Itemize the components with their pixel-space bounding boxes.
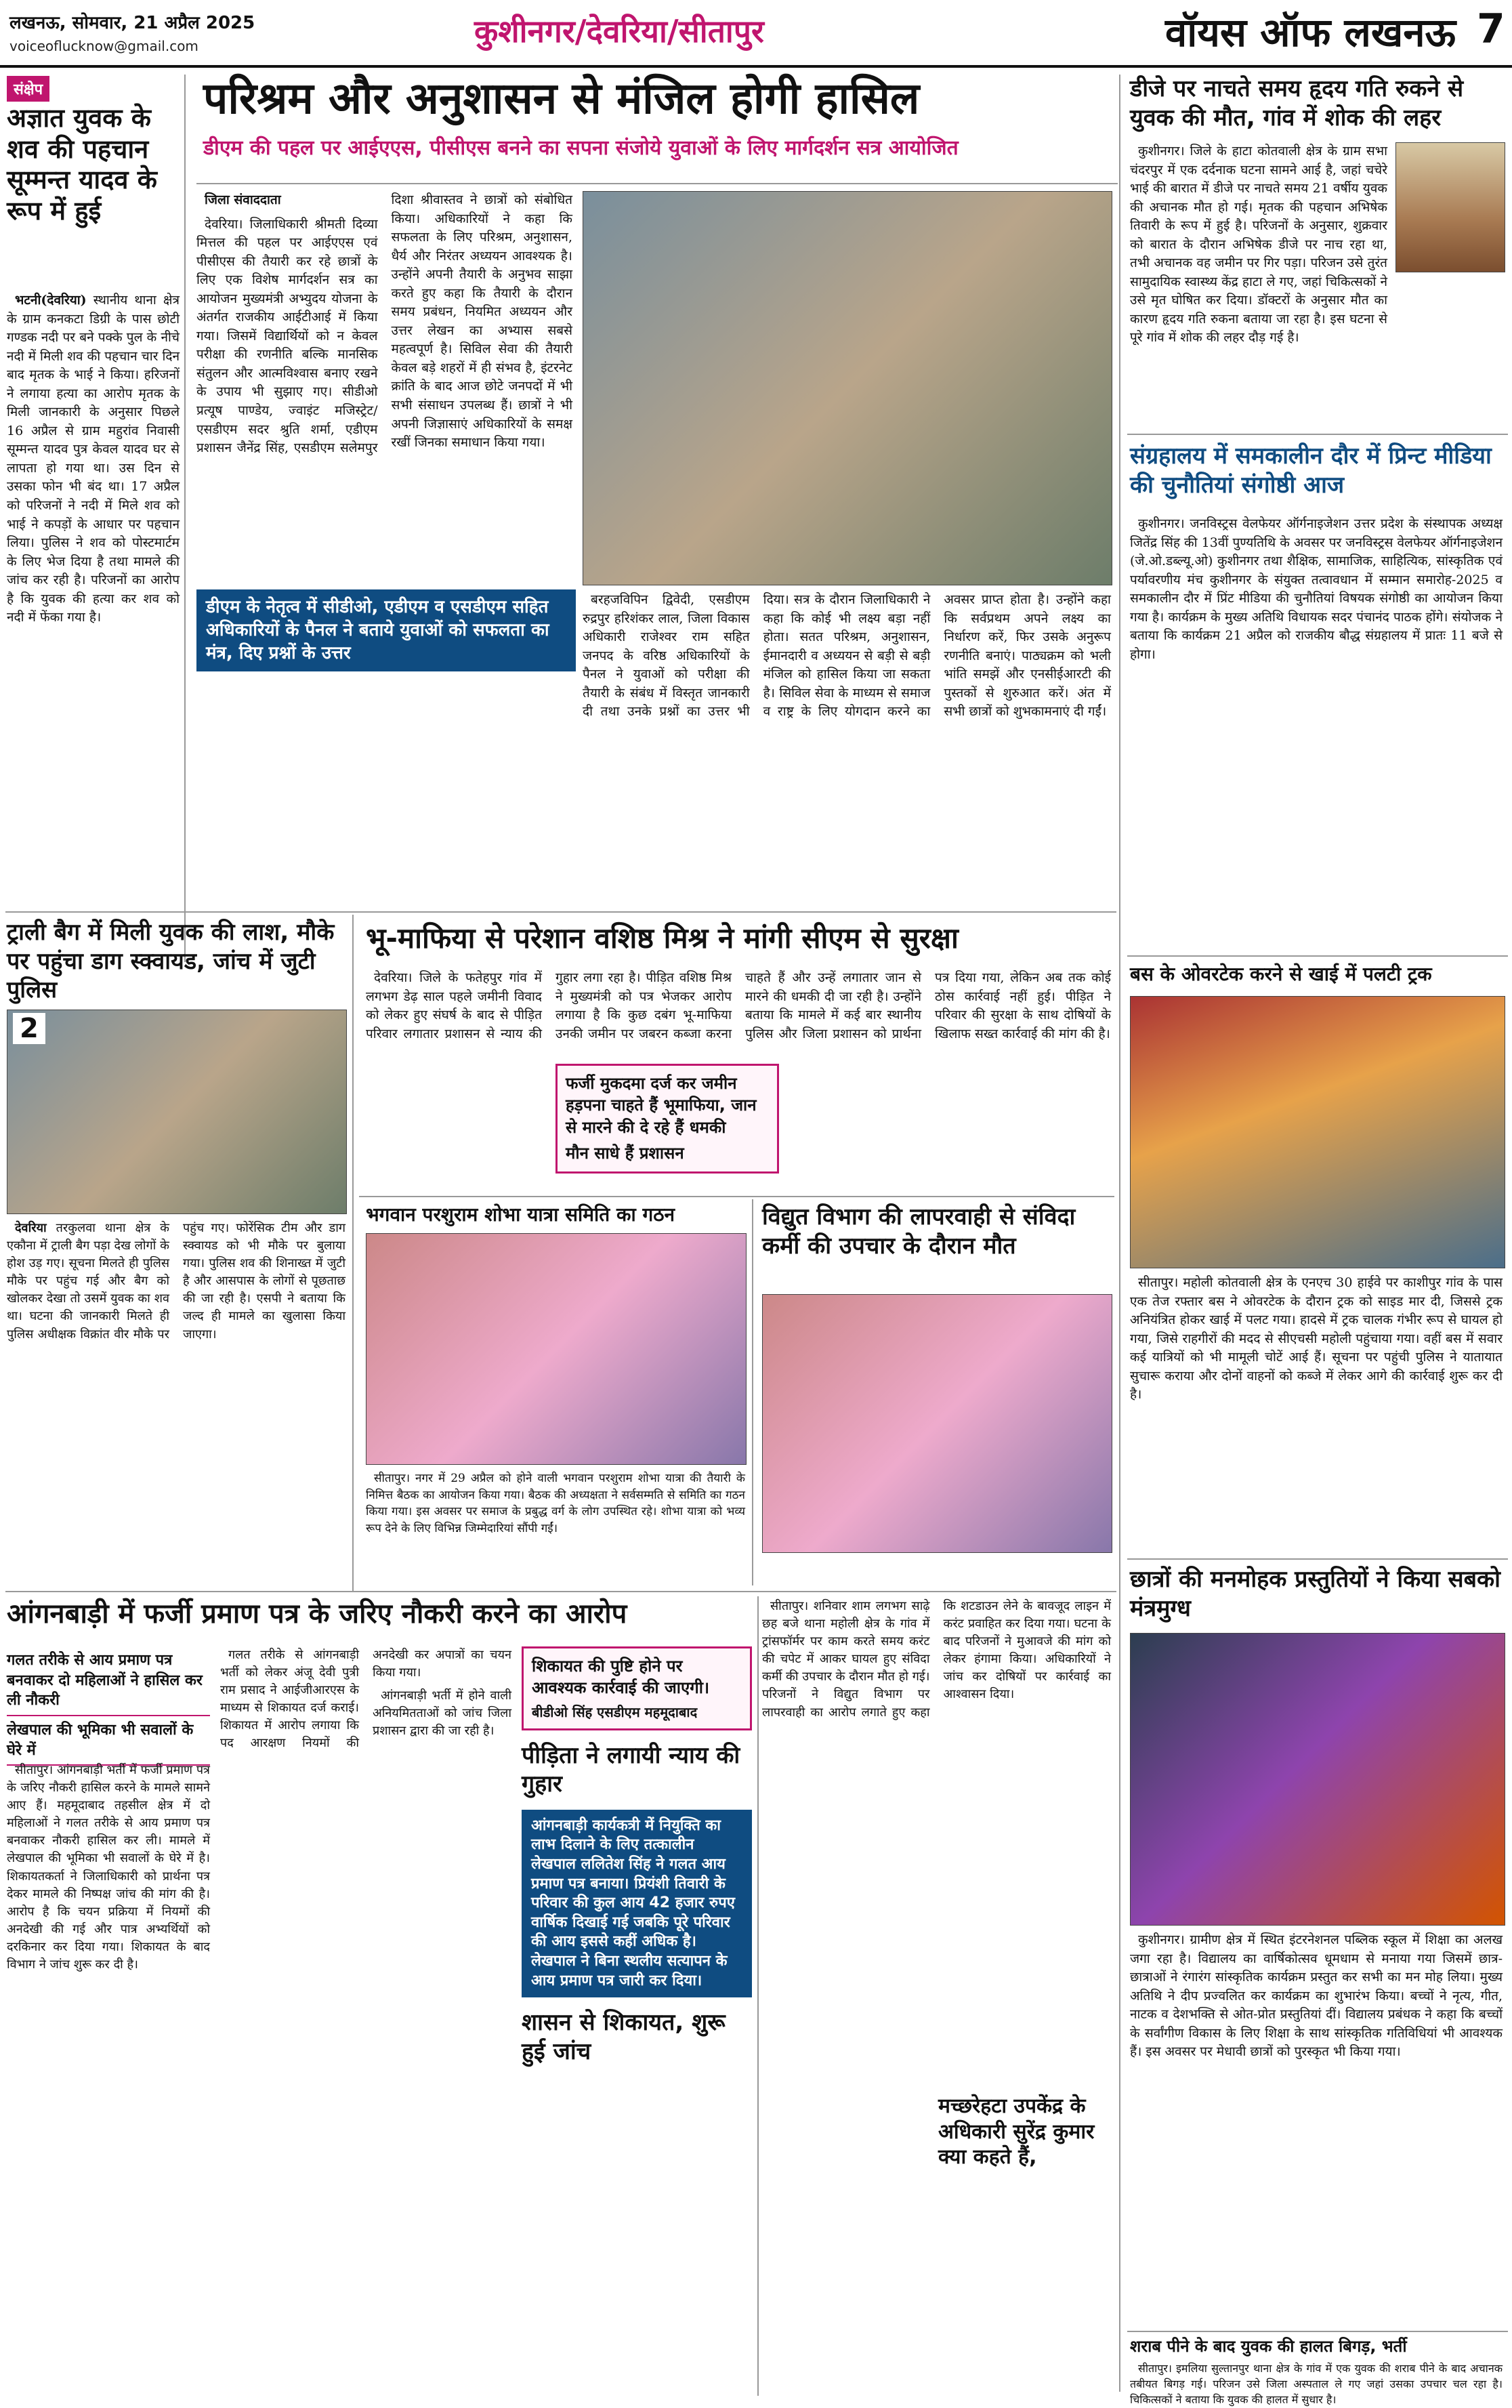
divider	[196, 183, 1118, 184]
anganwadi-headline: आंगनबाड़ी में फर्जी प्रमाण पत्र के जरिए नौकरी करने का आरोप	[7, 1598, 627, 1629]
trolley-body	[7, 1220, 345, 1585]
photo-number: 2	[13, 1013, 45, 1044]
right-headline-1: डीजे पर नाचते समय हृदय गति रुकने से युवक की मौत, गांव में शोक की लहर	[1130, 75, 1464, 131]
vidyut-body-text: सीतापुर। शनिवार शाम लगभग साढ़े छह बजे थाना महोली क्षेत्र के गांव में ट्रांसफॉर्मर पर काम करते समय करंट की चपेट में आकर घायल हुए संविदा कर्मी की उपचार के दौरान मौत हो गई। परिजनों ने विद्युत विभाग पर लापरवाही का आरोप लगाते हुए कहा कि शटडाउन लेने के बावजूद लाइन में करंट प्रवाहित कर दिया गया। घटना के बाद परिजनों ने मुआवजे की मांग को लेकर हंगामा किया। अधिकारियों ने जांच कर दोषियों पर कार्रवाई का आश्वासन दिया।	[762, 1599, 1111, 1720]
anganwadi-subhead-2: शासन से शिकायत, शुरू हुई जांच	[522, 2009, 726, 2065]
deceased-photo	[1395, 142, 1505, 272]
highlight-box: डीएम के नेतृत्व में सीडीओ, एडीएम व एसडीएम सहित अधिकारियों के पैनल ने बताये युवाओं को सफलता का मंत्र, दिए प्रश्नों के उत्तर	[196, 589, 576, 671]
divider	[1127, 2331, 1508, 2332]
email: voiceoflucknow@gmail.com	[9, 38, 198, 54]
right-body-2-text: कुशीनगर। जनविस्ट्रस वेलफेयर ऑर्गनाइजेशन उत्तर प्रदेश के संस्थापक अध्यक्ष जितेंद्र सिंह की 13वीं पुण्यतिथि के अवसर पर जनविस्ट्रस वेलफेयर ऑर्गनाइजेशन (जे.ओ.डब्ल्यू.ओ) कुशीनगर तथा शैक्षिक, सामाजिक, साहित्यिक, सांस्कृतिक एवं पर्यावरणीय मंच कुशीनगर के संयुक्त तत्वावधान में सम्मान समारोह-2025 व समकालीन दौर में प्रिंट मीडिया की चुनौतियां विषयक संगोष्ठी का आयोजन किया गया है। कार्यक्रम के मुख्य अतिथि विधायक सदर पंचानंद पाठक होंगे। संयोजक ने बताया कि कार्यक्रम 21 अप्रैल को राजकीय बौद्ध संग्रहालय में प्रातः 11 बजे से होगा।	[1130, 516, 1503, 662]
right-body-2	[1130, 515, 1503, 949]
main-headline: परिश्रम और अनुशासन से मंजिल होगी हासिल	[203, 74, 920, 124]
anganwadi-quote-text: शिकायत की पुष्टि होने पर आवश्यक कार्रवाई की जाएगी।	[532, 1657, 710, 1698]
trolley-byline: देवरिया	[15, 1221, 47, 1235]
right-body-4-text: कुशीनगर। ग्रामीण क्षेत्र में स्थित इंटरनेशनल पब्लिक स्कूल में शिक्षा का अलख जगा रहा है। विद्यालय का वार्षिकोत्सव धूमधाम से मनाया गया जिसमें छात्र-छात्राओं ने रंगारंग सांस्कृतिक कार्यक्रम प्रस्तुत कर सभी का मन मोह लिया। मुख्य अतिथि ने दीप प्रज्वलित कर कार्यक्रम का शुभारंभ किया। बच्चों ने नृत्य, गीत, नाटक व देशभक्ति से ओत-प्रोत प्रस्तुतियां दीं। विद्यालय प्रबंधक ने कहा कि बच्चों के सर्वांगीण विकास के लिए शिक्षा के साथ सांस्कृतिक गतिविधियां भी आवश्यक हैं। इस अवसर पर मेधावी छात्रों को पुरस्कृत भी किया गया।	[1130, 1932, 1503, 2060]
land-quote-tail: मौन साधे हैं प्रशासन	[566, 1144, 684, 1163]
divider	[1127, 1558, 1508, 1560]
main-body-continued	[583, 591, 1111, 909]
anganwadi-center	[522, 1646, 752, 2392]
anganwadi-bullets	[7, 1646, 210, 1766]
col1-body-text: स्थानीय थाना क्षेत्र के ग्राम कनकटा डिग्री के पास छोटी गण्डक नदी पर बने पक्के पुल के नीचे नदी में मिली शव की पहचान चार दिन बाद मृतक के भाई ने किया। हरिजनों ने लगाया हत्या का आरोप मृतक के मिली जानकारी के अनुसार पिछले 16 अप्रैल से ग्राम महुरांव निवासी सूम्मन्त यादव पुत्र केवल यादव घर से लापता हो गया था। उस दिन से उसका फोन भी बंद था। 17 अप्रैल को परिजनों ने नदी में मिले शव को भाई ने कपड़ों के आधार पर पहचान लिया। पुलिस ने शव को पोस्टमार्टम के लिए भेज दिया है तथा मामले की जांच कर रही है। परिजनों का आरोप है कि युवक की हत्या कर शव को नदी में फेंका गया है।	[7, 293, 180, 625]
hospital-photo	[762, 1294, 1112, 1553]
trolley-headline: ट्राली बैग में मिली युवक की लाश, मौके पर पहुंचा डाग स्क्वायड, जांच में जुटी पुलिस	[7, 919, 335, 1003]
top-rule	[0, 65, 1512, 68]
anganwadi-box: आंगनबाड़ी कार्यकत्री में नियुक्ति का लाभ दिलाने के लिए तत्कालीन लेखपाल ललितेश सिंह ने गलत आय प्रमाण पत्र बनाया। प्रियंशी तिवारी के परिवार की कुल आय 42 हजार रुपए वार्षिक दिखाई गई जबकि पूरे परिवार की आय इससे कहीं अधिक है। लेखपाल ने बिना स्थलीय सत्यापन के आय प्रमाण पत्र जारी कर दिया।	[522, 1810, 752, 1997]
right-body-3-text: सीतापुर। महोली कोतवाली क्षेत्र के एनएच 30 हाईवे पर काशीपुर गांव के पास एक तेज रफ्तार बस ने ओवरटेक के दौरान ट्रक को साइड मार दी, जिससे ट्रक अनियंत्रित होकर खाई में पलट गया। हादसे में ट्रक चालक गंभीर रूप से घायल हो गया, जिसे राहगीरों की मदद से सीएचसी महोली पहुंचाया गया। वहीं बस में सवार कई यात्रियों को भी मामूली चोटें आई हैं। सूचना पर पहुंची पुलिस ने यातायात सुचारू कराया और दोनों वाहनों को कब्जे में लेकर आगे की कार्रवाई शुरू कर दी है।	[1130, 1275, 1503, 1403]
right-headline-3: बस के ओवरटेक करने से खाई में पलटी ट्रक	[1130, 963, 1432, 985]
anganwadi-body-3-text: आंगनबाड़ी भर्ती में होने वाली अनियमितताओं को जांच जिला प्रशासन द्वारा की जा रही है।	[373, 1688, 511, 1739]
land-quote-text: फर्जी मुकदमा दर्ज कर जमीन हड़पना चाहते हैं भूमाफिया, जान से मारने की दे रहे हैं धमकी	[566, 1074, 757, 1137]
parshuram-body	[366, 1470, 745, 1585]
right-headline-2: संग्रहालय में समकालीन दौर में प्रिन्ट मीडिया की चुनौतियां संगोष्ठी आज	[1130, 442, 1492, 499]
right-body-1-text: कुशीनगर। जिले के हाटा कोतवाली क्षेत्र के ग्राम सभा चंदरपुर में एक दर्दनाक घटना सामने आई है, जहां चचेरे भाई की बारात में डीजे पर नाचते समय 21 वर्षीय युवक की अचानक मौत हो गई। मृतक की पहचान अभिषेक तिवारी के रूप में हुई है। परिजनों के अनुसार, शुक्रवार को बारात के दौरान अभिषेक डीजे पर नाच रहा था, तभी अचानक वह जमीन पर गिर पड़ा। परिजन उसे तुरंत सामुदायिक स्वास्थ्य केंद्र हाटा ले गए, जहां चिकित्सकों ने उसे मृत घोषित कर दिया। डॉक्टरों के अनुसार मौत का कारण हृदय गति रुकना बताया जा रहा है। इस घटना से पूरे गांव में शोक की लहर दौड़ गई है।	[1130, 144, 1387, 346]
vidyut-subhead: मच्छरेहटा उपकेंद्र के अधिकारी सुरेंद्र कुमार क्या कहते हैं,	[938, 2094, 1095, 2169]
school-event-photo	[1130, 1633, 1505, 1926]
col1-byline: भटनी(देवरिया)	[15, 293, 87, 308]
dateline: लखनऊ, सोमवार, 21 अप्रैल 2025	[9, 13, 255, 33]
divider	[352, 915, 354, 1592]
col1-headline: अज्ञात युवक के शव की पहचान सूम्मन्त यादव के रूप में हुई	[7, 103, 157, 226]
section-title: कुशीनगर/देवरिया/सीतापुर	[474, 13, 764, 49]
divider	[1127, 955, 1508, 957]
divider	[5, 1591, 1116, 1592]
main-body-text: देवरिया। जिलाधिकारी श्रीमती दिव्या मित्तल की पहल पर आईएएस एवं पीसीएस की तैयारी कर रहे छात्रों के लिए एक विशेष मार्गदर्शन सत्र का आयोजन मुख्यमंत्री अभ्युदय योजना के अंतर्गत राजकीय आईटीआई में किया गया। जिसमें विद्यार्थियों को न केवल परीक्षा की रणनीति बल्कि मानसिक संतुलन और आत्मविश्वास बनाए रखने के उपाय भी सुझाए गए। सीडीओ प्रत्यूष पाण्डेय, ज्वाइंट मजिस्ट्रेट/एसडीएम सदर श्रुति शर्मा, एडीएम प्रशासन जैनेंद्र सिंह, एसडीएम सलेमपुर दिशा श्रीवास्तव ने छात्रों को संबोधित किया। अधिकारियों ने कहा कि सफलता के लिए परिश्रम, अनुशासन, धैर्य और निरंतर अध्ययन आवश्यक है। उन्होंने अपनी तैयारी के अनुभव साझा करते हुए कहा कि तैयारी के दौरान समय प्रबंधन, नियमित अध्ययन और उत्तर लेखन का अभ्यास सबसे महत्वपूर्ण है। सिविल सेवा की तैयारी केवल बड़े शहरों में ही संभव है, इंटरनेट क्रांति के बाद आज छोटे जनपदों में भी सभी संसाधन उपलब्ध हैं। छात्रों ने भी अपनी जिज्ञासाएं अधिकारियों के समक्ष रखीं जिनका समाधान किया गया।	[196, 192, 572, 456]
anganwadi-body-text: सीतापुर। आंगनबाड़ी भर्ती में फर्जी प्रमाण पत्र के जरिए नौकरी हासिल करने के मामले सामने आए हैं। महमूदाबाद तहसील क्षेत्र में दो महिलाओं ने गलत तरीके से आय प्रमाण पत्र बनवाकर नौकरी हासिल कर ली। मामले में लेखपाल की भूमिका भी सवालों के घेरे में है। शिकायतकर्ता ने जिलाधिकारी को प्रार्थना पत्र देकर मामले की निष्पक्ष जांच की मांग की है। आरोप है कि चयन प्रक्रिया में नियमों की अनदेखी की गई और पात्र अभ्यर्थियों को दरकिनार कर दिया गया। शिकायत के बाद विभाग ने जांच शुरू कर दी है।	[7, 1763, 210, 1972]
right-body-5-text: सीतापुर। इमलिया सुल्तानपुर थाना क्षेत्र के गांव में एक युवक की शराब पीने के बाद अचानक तबीयत बिगड़ गई। परिजन उसे जिला अस्पताल ले गए जहां उसका उपचार चल रहा है। चिकित्सकों ने बताया कि युवक की हालत में सुधार है।	[1130, 2362, 1503, 2407]
anganwadi-subhead: पीड़िता ने लगायी न्याय की गुहार	[522, 1741, 740, 1798]
right-headline-5: शराब पीने के बाद युवक की हालत बिगड़, भर्ती	[1130, 2337, 1407, 2356]
main-byline: जिला संवाददाता	[205, 192, 281, 207]
right-body-4	[1130, 1931, 1503, 2331]
police-photo	[7, 1010, 347, 1214]
masthead	[0, 0, 1512, 65]
divider	[359, 1196, 1114, 1197]
col1-body	[7, 291, 180, 901]
right-body-1	[1130, 142, 1387, 407]
page-number: 7	[1477, 5, 1505, 53]
divider	[752, 1199, 753, 1585]
parshuram-body-text: सीतापुर। नगर में 29 अप्रैल को होने वाली भगवान परशुराम शोभा यात्रा की तैयारी के निमित्त बैठक का आयोजन किया गया। बैठक की अध्यक्षता ने सर्वसम्मति से समिति का गठन किया गया। इस अवसर पर समाज के प्रबुद्ध वर्ग के लोग उपस्थित रहे। शोभा यात्रा को भव्य रूप देने के लिए विभिन्न जिम्मेदारियां सौंपी गईं।	[366, 1472, 745, 1535]
divider	[184, 75, 186, 962]
right-headline-4: छात्रों की मनमोहक प्रस्तुतियों ने किया सबको मंत्रमुग्ध	[1130, 1566, 1500, 1622]
committee-photo	[366, 1233, 747, 1465]
right-body-3	[1130, 1274, 1503, 1558]
land-quote	[555, 1064, 779, 1174]
anganwadi-quote	[522, 1646, 752, 1730]
trolley-body-text: तरकुलवा थाना क्षेत्र के एकौना में ट्राली बैग पड़ा देख लोगों के होश उड़ गए। सूचना मिलते ही पुलिस मौके पर पहुंच गई और बैग को खोलकर देखा तो उसमें युवक का शव था। घटना की जानकारी मिलते ही पुलिस अधीक्षक विक्रांत वीर मौके पर पहुंच गए। फोरेंसिक टीम और डाग स्क्वायड को भी मौके पर बुलाया गया। पुलिस शव की शिनाख्त में जुटी है और आसपास के लोगों से पूछताछ की जा रही है। एसपी ने बताया कि जल्द ही मामले का खुलासा किया जाएगा।	[7, 1221, 345, 1342]
event-photo	[583, 191, 1112, 585]
right-body-5	[1130, 2361, 1503, 2407]
bullet-1: गलत तरीके से आय प्रमाण पत्र बनवाकर दो महिलाओं ने हासिल कर ली नौकरी	[7, 1646, 210, 1716]
anganwadi-body-2	[220, 1646, 511, 2392]
anganwadi-body	[7, 1762, 210, 2392]
divider	[757, 1596, 759, 2396]
land-headline: भू-माफिया से परेशान वशिष्ठ मिश्र ने मांगी सीएम से सुरक्षा	[366, 921, 959, 955]
vidyut-body	[762, 1598, 1111, 2072]
land-body-text: देवरिया। जिले के फतेहपुर गांव में लगभग डेढ़ साल पहले जमीनी विवाद को लेकर हुए संघर्ष के बाद से पीड़ित परिवार लगातार प्रशासन से न्याय की गुहार लगा रहा है। पीड़ित वशिष्ठ मिश्र ने मुख्यमंत्री को पत्र भेजकर आरोप लगाया है कि कुछ दबंग भू-माफिया उनकी जमीन पर जबरन कब्जा करना चाहते हैं और उन्हें लगातार जान से मारने की धमकी दी जा रही है। उन्होंने बताया कि मामले में कई बार स्थानीय पुलिस और जिला प्रशासन को प्रार्थना पत्र दिया गया, लेकिन अब तक कोई ठोस कार्रवाई नहीं हुई। पीड़ित ने परिवार की सुरक्षा के साथ दोषियों के खिलाफ सख्त कार्रवाई की मांग की है।	[366, 970, 1111, 1041]
divider	[1127, 434, 1508, 435]
main-subheadline: डीएम की पहल पर आईएएस, पीसीएस बनने का सपना संजोये युवाओं के लिए मार्गदर्शन सत्र आयोजित	[203, 136, 959, 160]
divider	[5, 911, 1116, 913]
bullet-2: लेखपाल की भूमिका भी सवालों के घेरे में	[7, 1716, 210, 1766]
truck-accident-photo	[1130, 996, 1505, 1268]
parshuram-headline: भगवान परशुराम शोभा यात्रा समिति का गठन	[366, 1203, 675, 1226]
anganwadi-body-2-text: गलत तरीके से आंगनबाड़ी भर्ती को लेकर अंजू देवी पुत्री राम प्रसाद ने आईजीआरएस के माध्यम से शिकायत दर्ज कराई। शिकायत में आरोप लगाया कि पद आरक्षण नियमों की अनदेखी कर अपात्रों का चयन किया गया।	[220, 1648, 511, 1751]
main-body	[196, 191, 572, 909]
anganwadi-quote-attr: बीडीओ सिंह एसडीएम महमूदाबाद	[532, 1703, 698, 1720]
divider	[1119, 75, 1120, 2392]
main-body2-text: बरहजविपिन द्विवेदी, एसडीएम रुद्रपुर हरिशंकर लाल, जिला विकास अधिकारी राजेश्वर राम सहित जनपद के वरिष्ठ अधिकारियों के पैनल ने युवाओं को परीक्षा की तैयारी के संबंध में विस्तृत जानकारी दी तथा उनके प्रश्नों का उत्तर भी दिया। सत्र के दौरान जिलाधिकारी ने कहा कि कोई भी लक्ष्य बड़ा नहीं होता। सतत परिश्रम, अनुशासन, ईमानदारी व अध्ययन से बड़ी से बड़ी मंजिल को हासिल किया जा सकता है। सिविल सेवा के माध्यम से समाज व राष्ट्र के लिए योगदान करने का अवसर प्राप्त होता है। उन्होंने कहा कि सर्वप्रथम अपने लक्ष्य का निर्धारण करें, फिर उसके अनुरूप रणनीति बनाएं। पाठ्यक्रम को भली भांति समझें और एनसीईआरटी की पुस्तकों से शुरुआत करें। अंत में सभी छात्रों को शुभकामनाएं दी गईं।	[583, 592, 1111, 720]
brand-logo: वॉयस ऑफ लखनऊ	[1165, 9, 1456, 56]
brief-tag: संक्षेप	[7, 76, 49, 102]
vidyut-headline: विद्युत विभाग की लापरवाही से संविदा कर्मी की उपचार के दौरान मौत	[762, 1203, 1076, 1260]
